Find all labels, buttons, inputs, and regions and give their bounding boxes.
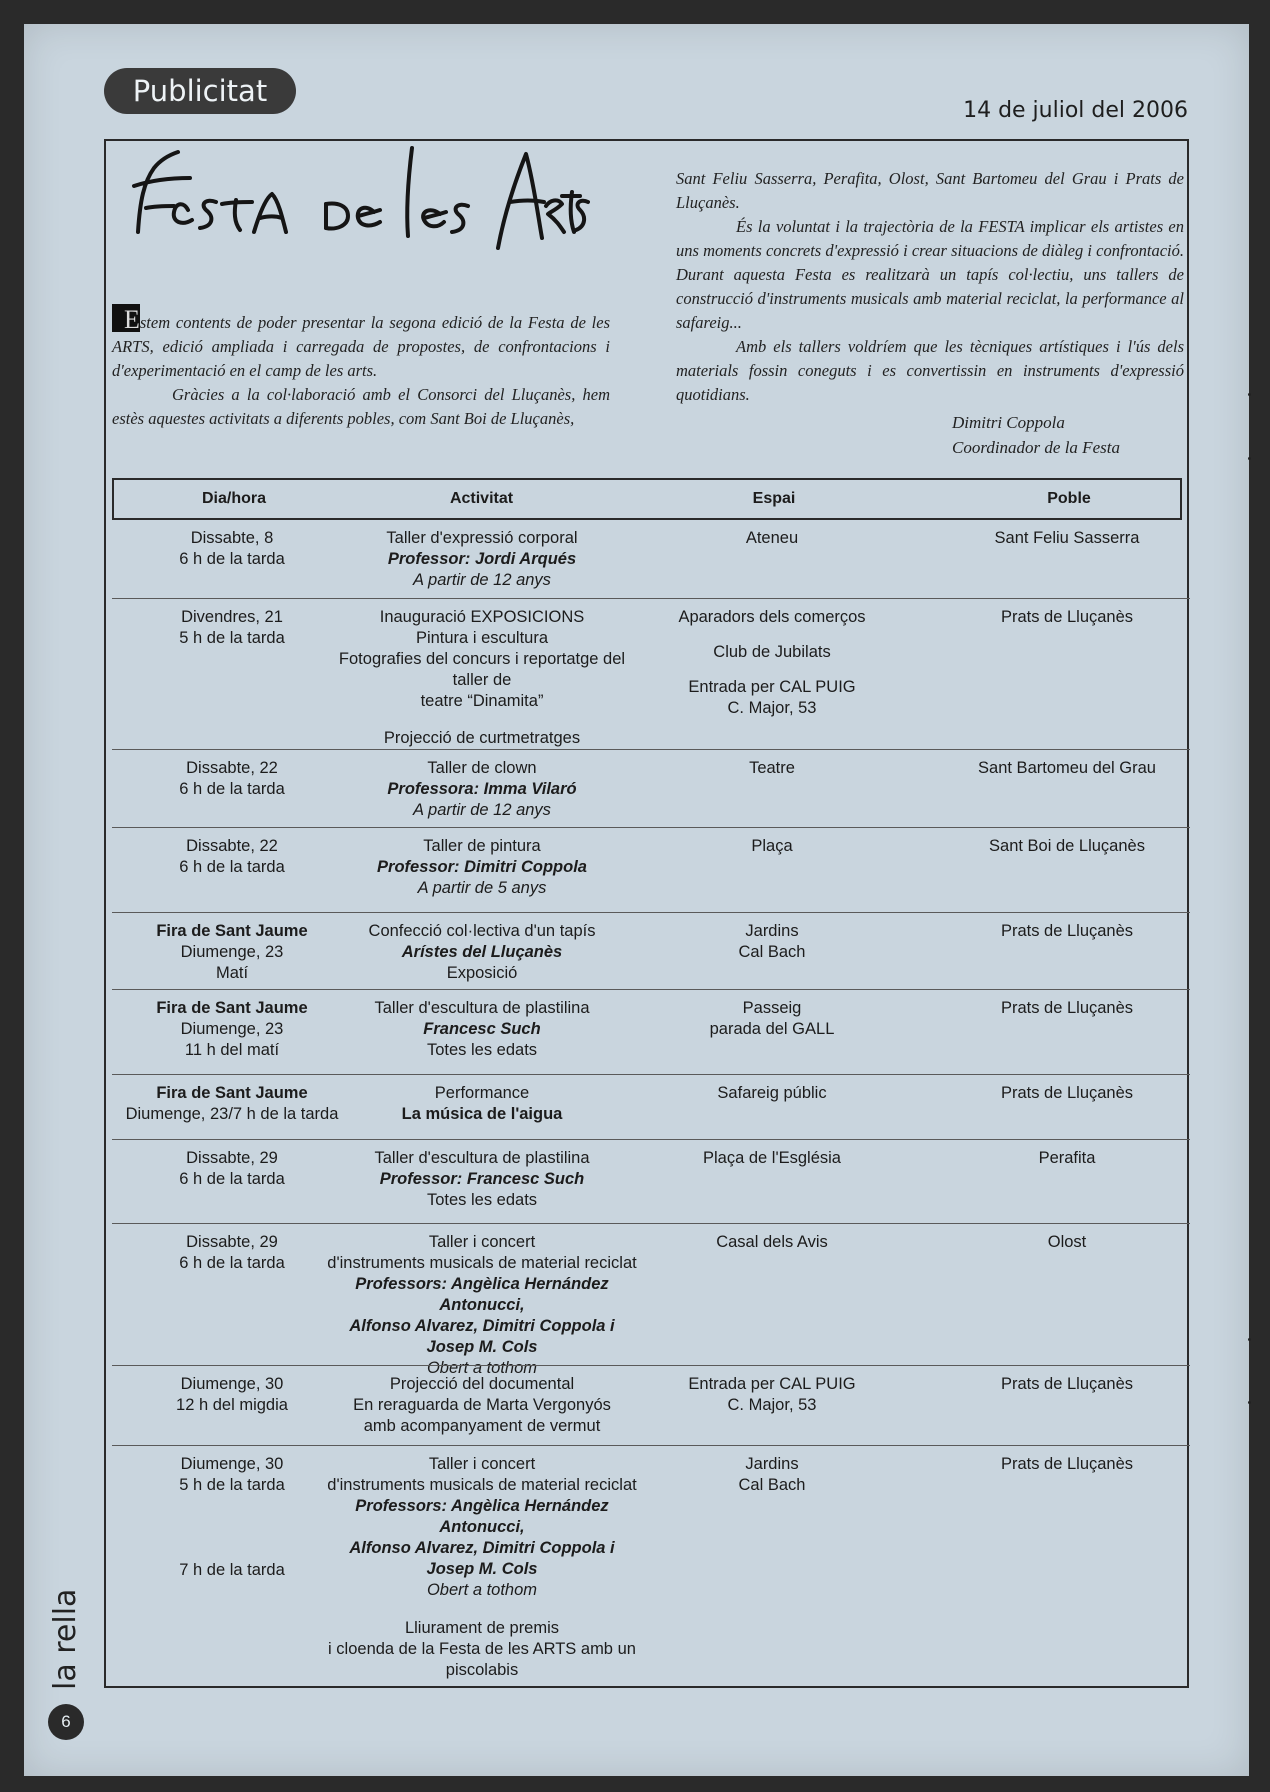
activitat-line: Exposició [446,964,518,982]
activitat-line: Professora: Imma Vilaró [387,780,577,798]
intro-paragraph-2: Gràcies a la col·laboració amb el Consorci del Lluçanès, hem estès aquestes activitats a diferents pobles, com Sant Boi de Lluçanès, [112,385,610,428]
cell-espai [672,1374,872,1416]
table-row [112,827,1190,913]
espai-line [672,628,872,642]
activitat-line: Professor: Dimitri Coppola [377,858,587,876]
registration-mark [1248,1338,1251,1341]
dia-line [112,1512,352,1528]
table-row [112,912,1190,990]
espai-line: C. Major, 53 [727,1396,817,1414]
activitat-line: Alfonso Alvarez, Dimitri Coppola i [349,1539,615,1557]
cell-activitat [322,921,642,984]
cell-espai [672,1083,872,1104]
espai-line: Plaça [751,837,793,855]
dia-line: 5 h de la tarda [179,629,285,647]
cell-activitat [322,528,642,591]
activitat-line: Projecció del documental [389,1375,575,1393]
cell-activitat [322,1232,642,1379]
cell-activitat [322,758,642,821]
espai-line: Jardins [745,1455,799,1473]
table-row [112,1074,1190,1140]
cell-dia [112,1454,352,1581]
cell-activitat [322,1083,642,1125]
espai-line: Entrada per CAL PUIG [688,678,856,696]
activitat-line: Professor: Jordi Arqués [387,550,577,568]
registration-mark [1248,1401,1251,1404]
espai-line: Safareig públic [717,1084,827,1102]
header-poble: Poble [1047,490,1091,507]
issue-date: 14 de juliol del 2006 [963,98,1188,123]
cell-activitat [322,998,642,1061]
activitat-line [322,712,642,728]
dia-line: Matí [215,964,249,982]
intro-right-column [676,167,1184,407]
dia-line [112,1528,352,1544]
table-header [112,478,1182,520]
dia-line: Fira de Sant Jaume [156,922,308,940]
dia-line: 6 h de la tarda [179,1254,285,1272]
activitat-line: Taller i concert [428,1233,536,1251]
dia-line: 5 h de la tarda [179,1476,285,1494]
activitat-line: Taller i concert [428,1455,536,1473]
espai-line [672,663,872,677]
activitat-line: Alfonso Alvarez, Dimitri Coppola i [349,1317,615,1335]
cell-poble [952,758,1182,779]
cell-activitat [322,607,642,749]
dia-line: Diumenge, 30 [180,1455,284,1473]
activitat-line: piscolabis [445,1661,519,1679]
poble-line: Prats de Lluçanès [1000,1455,1134,1473]
activitat-line: Francesc Such [423,1020,541,1038]
cell-poble [952,1083,1182,1104]
dia-line [112,1496,352,1512]
cell-poble [952,1232,1182,1253]
cell-poble [952,528,1182,549]
dia-line: Dissabte, 22 [186,759,278,777]
activitat-line: Pintura i escultura [415,629,549,647]
registration-mark [1248,457,1251,460]
activitat-line: amb acompanyament de vermut [363,1417,601,1435]
dia-line: Dissabte, 22 [186,837,278,855]
cell-activitat [322,1454,642,1681]
activitat-line: Taller d'escultura de plastilina [374,999,590,1017]
cell-dia [112,998,352,1061]
activitat-line: Josep M. Cols [426,1338,538,1356]
cell-poble [952,921,1182,942]
cell-dia [112,1148,352,1190]
activitat-line: d'instruments musicals de material reciclat [327,1254,637,1272]
activitat-line: A partir de 12 anys [413,801,551,819]
cell-dia [112,921,352,984]
page-number: 6 [48,1704,84,1740]
cell-poble [952,1148,1182,1169]
espai-line: Cal Bach [738,943,806,961]
activitat-line: Taller d'expressió corporal [386,529,578,547]
activitat-line: Performance [434,1084,530,1102]
cell-activitat [322,1374,642,1437]
dia-line: Fira de Sant Jaume [156,1084,308,1102]
poble-line: Perafita [1038,1149,1096,1167]
registration-mark [1248,393,1251,396]
dia-line: 6 h de la tarda [179,858,285,876]
table-row [112,1139,1190,1224]
cell-espai [672,921,872,963]
cell-espai [672,998,872,1040]
poble-line: Prats de Lluçanès [1000,922,1134,940]
dia-line: Divendres, 21 [181,608,283,626]
espai-line: Aparadors dels comerços [678,608,866,626]
intro-paragraph-3: Sant Feliu Sasserra, Perafita, Olost, Sant Bartomeu del Grau i Prats de Lluçanès. [676,169,1184,212]
cell-dia [112,528,352,570]
activitat-line: Taller de clown [427,759,537,777]
intro-paragraph-5: Amb els tallers voldríem que les tècniques artístiques i l'ús dels materials fossin coneguts i es convertissin en instruments d'expressió quotidians. [676,337,1184,404]
publication-name: la rella [48,1588,83,1690]
activitat-line: Fotografies del concurs i reportatge del taller de [338,650,626,689]
cell-dia [112,607,352,649]
espai-line: Casal dels Avis [716,1233,828,1251]
activitat-line: Inauguració EXPOSICIONS [379,608,585,626]
dia-line: Dissabte, 29 [186,1149,278,1167]
dia-line: 6 h de la tarda [179,550,285,568]
activitat-line: Professor: Francesc Such [379,1170,585,1188]
dia-line: Fira de Sant Jaume [156,999,308,1017]
dia-line: 7 h de la tarda [179,1561,285,1579]
dia-line: Diumenge, 30 [180,1375,284,1393]
activitat-line: Obert a tothom [426,1359,538,1377]
cell-poble [952,607,1182,628]
activitat-line: Professors: Angèlica Hernández Antonucci, [355,1497,609,1536]
table-row [112,749,1190,828]
cell-dia [112,836,352,878]
table-row [112,598,1190,750]
poble-line: Prats de Lluçanès [1000,1084,1134,1102]
activitat-line: i cloenda de la Festa de les ARTS amb un [328,1640,636,1658]
dia-line [112,1544,352,1560]
cell-espai [672,607,872,719]
activitat-line: Lliurament de premis [404,1619,560,1637]
dia-line: 11 h del matí [184,1041,280,1059]
activitat-line: Confecció col·lectiva d'un tapís [368,922,596,940]
table-row [112,1365,1190,1446]
dia-line: Dissabte, 8 [190,529,274,547]
espai-line: Passeig [742,999,802,1017]
dia-line: 12 h del migdia [176,1396,288,1414]
cell-dia [112,1083,352,1125]
activitat-line: A partir de 12 anys [413,571,551,589]
activitat-line: Obert a tothom [426,1581,538,1599]
table-row [112,1445,1190,1696]
cell-espai [672,528,872,549]
header-espai: Espai [752,490,796,507]
signature-name: Dimitri Coppola [952,413,1065,432]
activitat-line: Professors: Angèlica Hernández Antonucci, [355,1275,609,1314]
activitat-line: d'instruments musicals de material reciclat [327,1476,637,1494]
espai-line: C. Major, 53 [727,699,817,717]
table-row [112,989,1190,1075]
dia-line: Diumenge, 23/7 h de la tarda [125,1105,339,1123]
cell-dia [112,1374,352,1416]
poble-line: Olost [1047,1233,1087,1251]
cell-poble [952,1374,1182,1395]
intro-left-column: Estem contents de poder presentar la segona edició de la Festa de les ARTS, edició ampliada i carregada de propostes, de confrontacions i d'experimentació en el camp de les arts. Gràcies a la col·laboració amb el Consorci del Lluçanès, hem estès aquestes activitats a diferents pobles, com Sant Boi de Lluçanès, [112,304,610,431]
cell-activitat [322,1148,642,1211]
espai-line: Jardins [745,922,799,940]
intro-paragraph-4: És la voluntat i la trajectòria de la FESTA implicar els artistes en uns moments concrets d'expressió i crear situacions de diàleg i confrontació. Durant aquesta Festa es realitzarà un tapís col·lectiu, uns tallers de construcció d'instruments musicals amb material reciclat, la performance al safareig... [676,217,1184,332]
poble-line: Sant Feliu Sasserra [994,529,1140,547]
header-dia: Dia/hora [201,490,266,507]
poble-line: Prats de Lluçanès [1000,1375,1134,1393]
dia-line: Diumenge, 23 [180,943,284,961]
dia-line: Dissabte, 29 [186,1233,278,1251]
table-row [112,1223,1190,1377]
poble-line: Prats de Lluçanès [1000,999,1134,1017]
activitat-line: Projecció de curtmetratges [383,729,581,747]
activitat-line: teatre “Dinamita” [420,692,544,710]
activitat-line: La música de l'aigua [401,1105,563,1123]
table-row [112,520,1190,598]
cell-espai [672,758,872,779]
cell-espai [672,1454,872,1496]
cell-poble [952,998,1182,1019]
espai-line: parada del GALL [709,1020,835,1038]
espai-line: Plaça de l'Església [703,1149,841,1167]
section-badge: Publicitat [104,68,296,114]
espai-line: Club de Jubilats [713,643,831,661]
espai-line: Entrada per CAL PUIG [688,1375,856,1393]
cell-dia [112,758,352,800]
cell-espai [672,1232,872,1253]
activitat-line: Taller de pintura [423,837,541,855]
activitat-line: Taller d'escultura de plastilina [374,1149,590,1167]
signature-role: Coordinador de la Festa [952,438,1120,457]
cell-poble [952,836,1182,857]
poble-line: Prats de Lluçanès [1000,608,1134,626]
cell-dia [112,1232,352,1274]
activitat-line: Arístes del Lluçanès [401,943,563,961]
espai-line: Teatre [749,759,795,777]
poble-line: Sant Boi de Lluçanès [989,837,1145,855]
cell-espai [672,1148,872,1169]
espai-line: Ateneu [745,529,799,547]
cell-activitat [322,836,642,899]
activitat-line: En reraguarda de Marta Vergonyós [353,1396,611,1414]
intro-paragraph-1: stem contents de poder presentar la segona edició de la Festa de les ARTS, edició ampliada i carregada de propostes, de confrontacions i d'experimentació en el camp de les arts. [112,313,610,380]
festa-title-lettering [130,140,590,260]
dia-line: 6 h de la tarda [179,780,285,798]
cell-poble [952,1454,1182,1475]
activitat-line: Totes les edats [426,1191,538,1209]
cell-espai [672,836,872,857]
header-activitat: Activitat [449,490,514,507]
signature [952,410,1120,460]
espai-line: Cal Bach [738,1476,806,1494]
activitat-line: Totes les edats [426,1041,538,1059]
dia-line: Diumenge, 23 [180,1020,284,1038]
activitat-line: A partir de 5 anys [417,879,547,897]
activitat-line: Josep M. Cols [426,1560,538,1578]
poble-line: Sant Bartomeu del Grau [978,759,1156,777]
dia-line: 6 h de la tarda [179,1170,285,1188]
